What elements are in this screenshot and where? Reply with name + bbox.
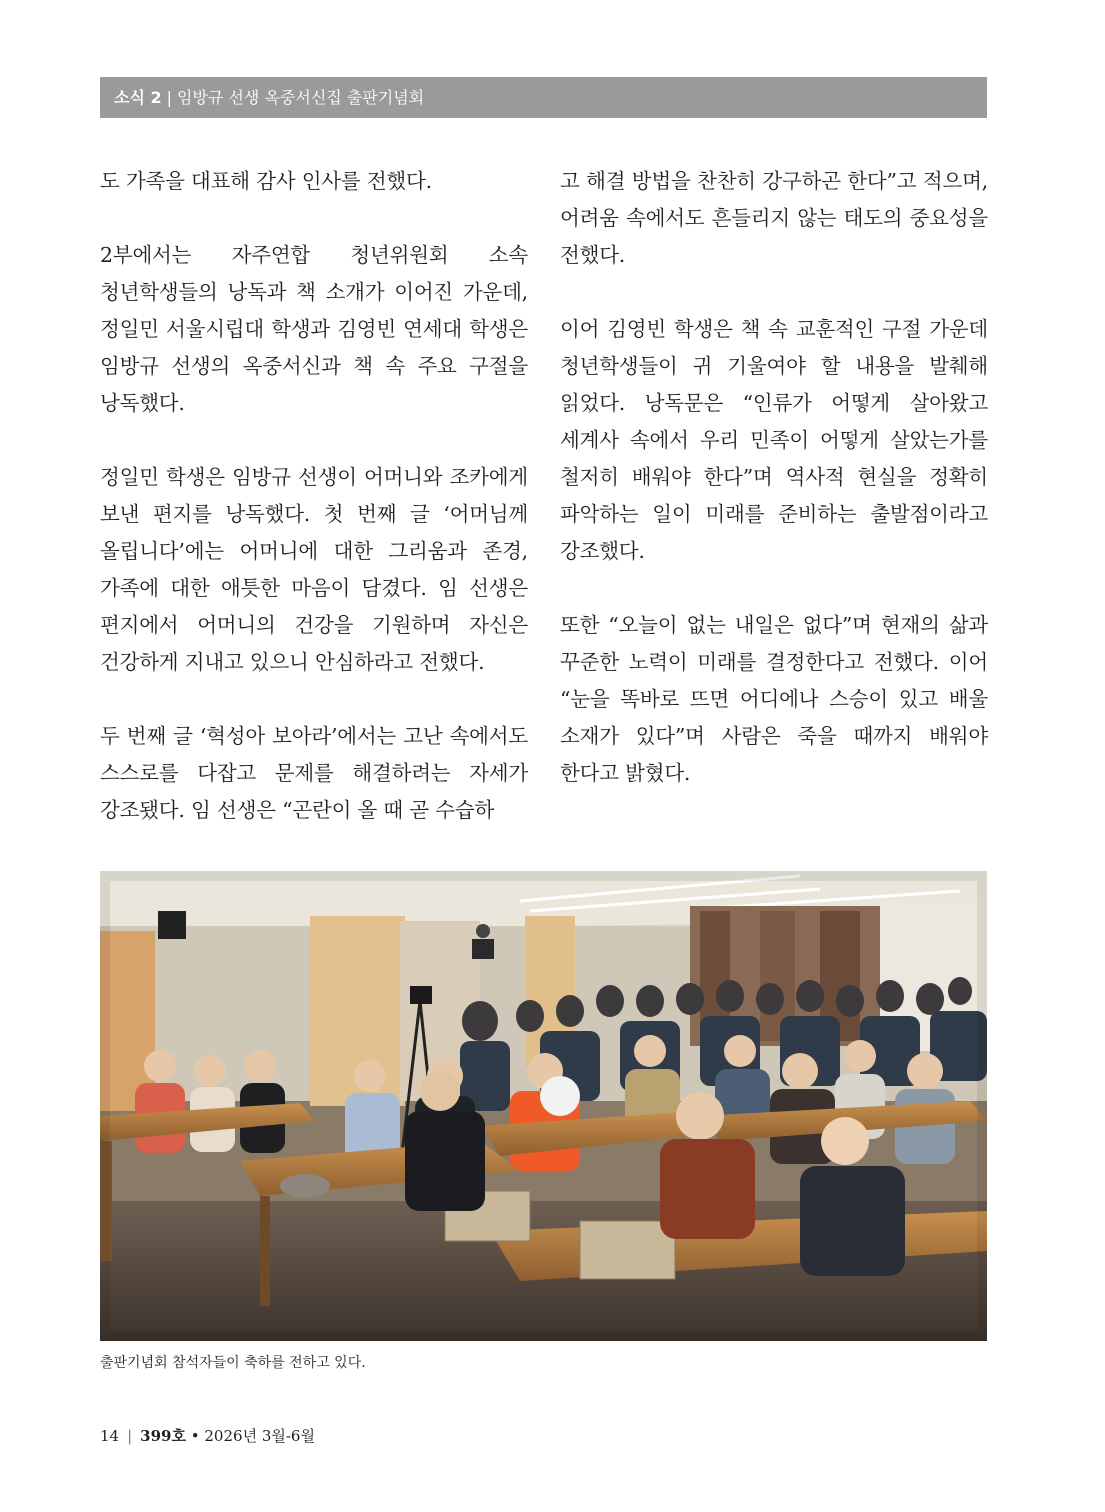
photo-illustration: [100, 871, 987, 1341]
photo-caption: 출판기념회 참석자들이 축하를 전하고 있다.: [100, 1355, 366, 1371]
paragraph: 이어 김영빈 학생은 책 속 교훈적인 구절 가운데 청년학생들이 귀 기울여야 할 내용을 발췌해 읽었다. 낭독문은 “인류가 어떻게 살아왔고 세계사 속에서 우리 민족이 어떻게 살았는가를 철저히 배워야 한다”며 역사적 현실을 정확히 파악하는 일이 미래를 준비하는 출발점이라고 강조했다.: [560, 317, 988, 563]
footer-bullet: •: [190, 1427, 200, 1445]
article-column-left: [100, 163, 528, 866]
paragraph: 도 가족을 대표해 감사 인사를 전했다.: [100, 169, 432, 193]
paragraph: 2부에서는 자주연합 청년위원회 소속 청년학생들의 낭독과 책 소개가 이어진 가운데, 정일민 서울시립대 학생과 김영빈 연세대 학생은 임방규 선생의 옥중서신과 책 속 주요 구절을 낭독했다.: [100, 243, 528, 415]
paragraph: 정일민 학생은 임방규 선생이 어머니와 조카에게 보낸 편지를 낭독했다. 첫 번째 글 ‘어머님께 올립니다’에는 어머니에 대한 그리움과 존경, 가족에 대한 애틋한 마음이 담겼다. 임 선생은 편지에서 어머니의 건강을 기원하며 자신은 건강하게 지내고 있으니 안심하라고 전했다.: [100, 465, 528, 674]
paragraph: 또한 “오늘이 없는 내일은 없다”며 현재의 삶과 꾸준한 노력이 미래를 결정한다고 전했다. 이어 “눈을 똑바로 뜨면 어디에나 스승이 있고 배울 소재가 있다”며 사람은 죽을 때까지 배워야 한다고 밝혔다.: [560, 613, 988, 785]
article-column-right: [560, 163, 988, 829]
page-number: 14: [100, 1427, 120, 1445]
header-separator: |: [166, 88, 173, 107]
paragraph: 고 해결 방법을 찬찬히 강구하곤 한다”고 적으며, 어려움 속에서도 흔들리지 않는 태도의 중요성을 전했다.: [560, 169, 988, 267]
footer-separator: |: [127, 1427, 133, 1445]
page-footer: [100, 1425, 315, 1446]
section-title: 임방규 선생 옥중서신집 출판기념회: [177, 88, 425, 107]
issue-number: 399호: [140, 1427, 186, 1445]
event-audience-photo: [100, 871, 987, 1341]
section-header-bar: [100, 77, 987, 118]
issue-date: 2026년 3월-6월: [204, 1427, 315, 1445]
section-label: 소식 2: [114, 88, 162, 107]
paragraph: 두 번째 글 ‘혁성아 보아라’에서는 고난 속에서도 스스로를 다잡고 문제를 해결하려는 자세가 강조됐다. 임 선생은 “곤란이 올 때 곧 수습하: [100, 724, 528, 822]
